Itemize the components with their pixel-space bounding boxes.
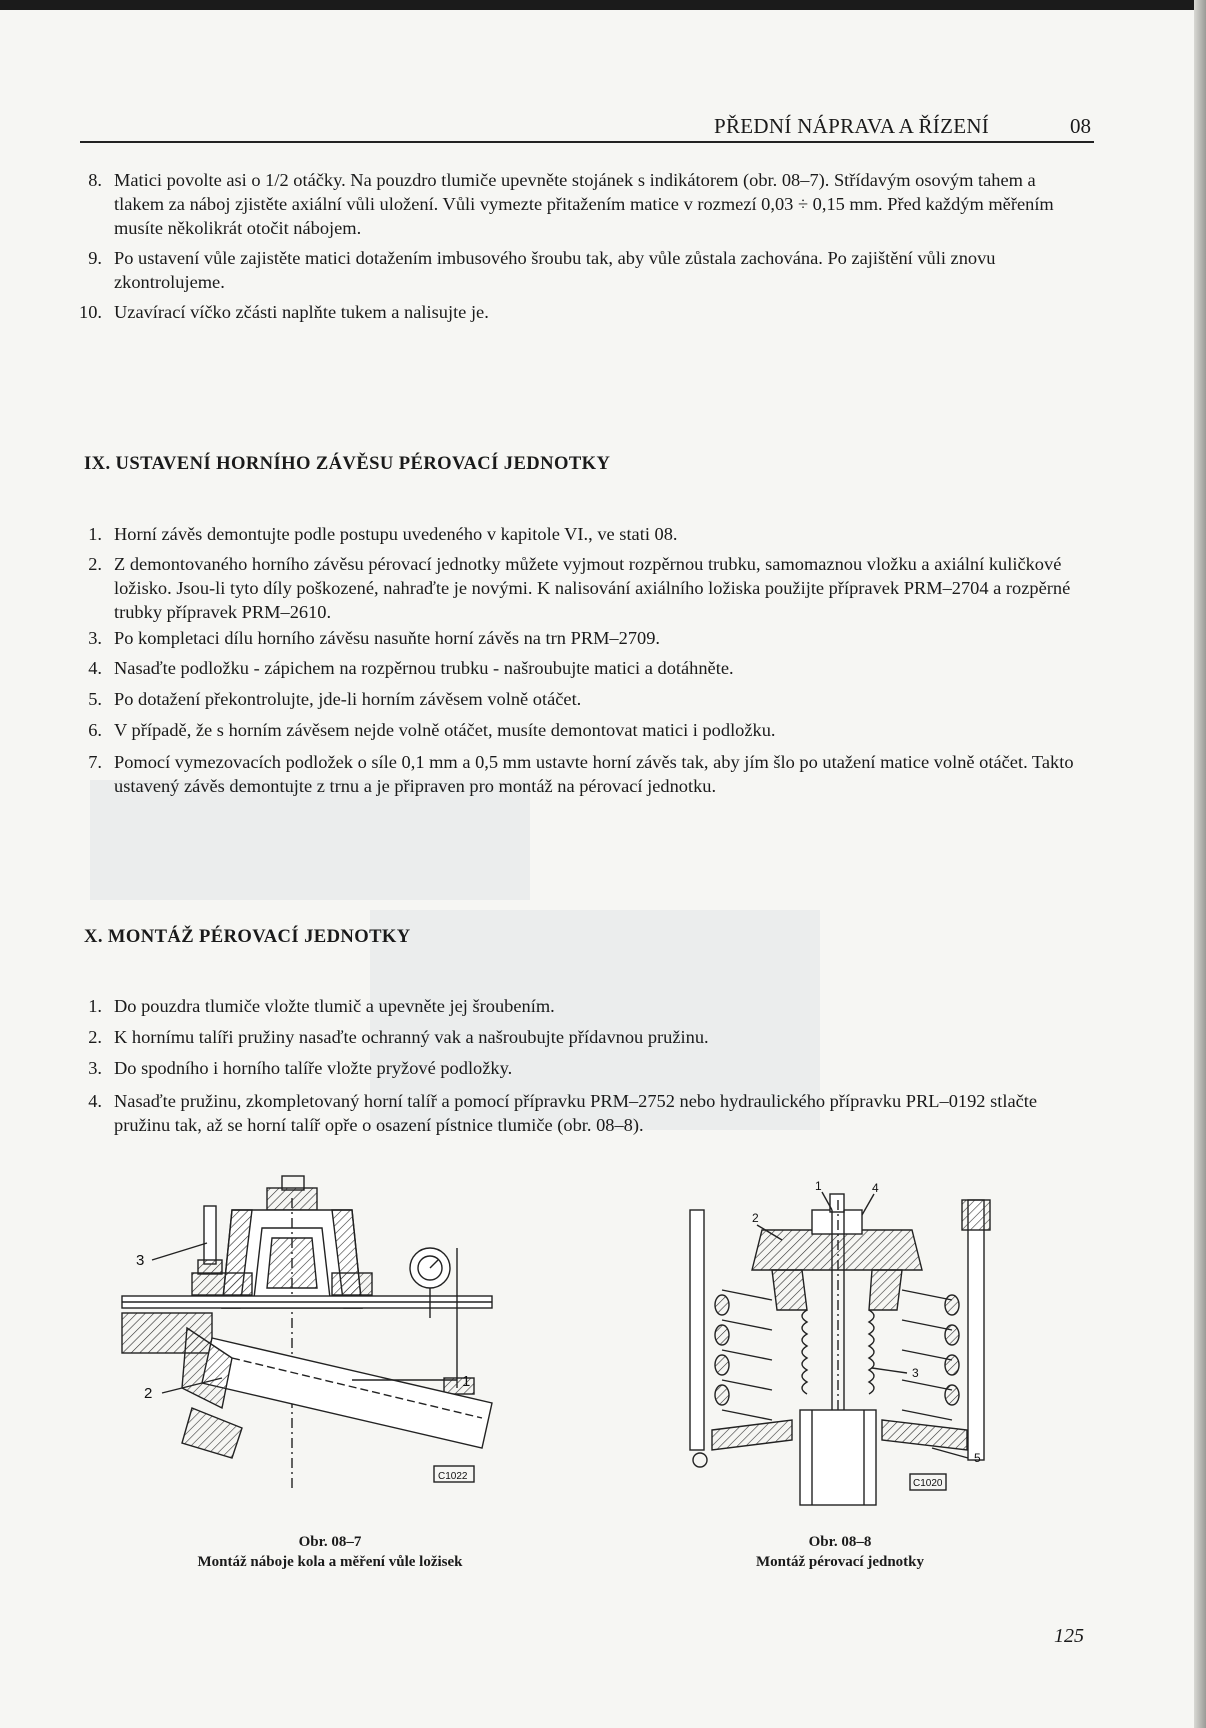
step-text: Z demontovaného horního závěsu pérovací jednotky můžete vyjmout rozpěrnou trubku, samomaznou vložku a axiální kuličkové ložisko. Jsou-li tyto díly poškozené, nahraďte je novými. K nalisování axiálního ložiska použijte přípravek PRM–2704 a rozpěrné trubky přípravek PRM–2610. [114,554,1071,622]
step-number: 4. [88,1091,102,1111]
running-header-title: PŘEDNÍ NÁPRAVA A ŘÍZENÍ [714,114,990,138]
figure-08-7-title: Montáž náboje kola a měření vůle ložisek [197,1554,463,1570]
step-text: Po ustavení vůle zajistěte matici dotažením imbusového šroubu tak, aby vůle zůstala zachována. Po zajištění vůli znovu zkontrolujeme. [114,248,996,292]
section-ix-heading: IX. USTAVENÍ HORNÍHO ZÁVĚSU PÉROVACÍ JEDNOTKY [84,453,611,474]
step-text: Horní závěs demontujte podle postupu uvedeného v kapitole VI., ve stati 08. [114,524,678,544]
scan-right-edge [1194,0,1206,1728]
figure-08-7-drawing [112,1168,542,1518]
figure-08-7-number: Obr. 08–7 [298,1534,362,1550]
step-number: 3. [88,628,102,648]
fig8-label-5: 5 [974,1451,981,1465]
step-number: 2. [88,1027,102,1047]
fig7-code: C1022 [438,1471,468,1482]
figure-08-8-number: Obr. 08–8 [808,1534,872,1550]
scan-top-edge [0,0,1206,10]
step-number: 6. [88,720,102,740]
step-text: Pomocí vymezovacích podložek o síle 0,1 mm a 0,5 mm ustavte horní závěs tak, aby jím šlo po utažení matice volně otáčet. Takto ustavený závěs demontujte z trnu a je připraven pro montáž na pérovací jednotku. [114,752,1074,796]
step-text: Nasaďte podložku - zápichem na rozpěrnou trubku - našroubujte matici a dotáhněte. [114,658,734,678]
fig8-label-1: 1 [815,1179,822,1193]
step-number: 4. [88,658,102,678]
step-text: V případě, že s horním závěsem nejde volně otáčet, musíte demontovat matici i podložku. [114,720,776,740]
step-text: Po kompletaci dílu horního závěsu nasuňte horní závěs na trn PRM–2709. [114,628,661,648]
fig7-label-1: 1 [462,1373,471,1390]
step-number: 10. [79,302,102,322]
step-number: 1. [88,996,102,1016]
step-number: 3. [88,1058,102,1078]
page-number: 125 [1054,1625,1084,1647]
figure-08-8-caption [700,1532,980,1572]
step-number: 1. [88,524,102,544]
step-text: Do pouzdra tlumiče vložte tlumič a upevněte jej šroubením. [114,996,555,1016]
step-text: K hornímu talíři pružiny nasaďte ochranný vak a našroubujte přídavnou pružinu. [114,1027,709,1047]
step-text: Do spodního i horního talíře vložte pryžové podložky. [114,1058,513,1078]
step-number: 5. [88,689,102,709]
fig8-label-4: 4 [872,1181,879,1195]
figure-08-8-title: Montáž pérovací jednotky [755,1554,925,1570]
step-number: 8. [88,170,102,190]
step-text: Nasaďte pružinu, zkompletovaný horní talíř a pomocí přípravku PRM–2752 nebo hydraulického přípravku PRL–0192 stlačte pružinu tak, až se horní talíř opře o osazení pístnice tlumiče (obr. 08–8). [114,1091,1038,1135]
step-text: Matici povolte asi o 1/2 otáčky. Na pouzdro tlumiče upevněte stojánek s indikátorem (obr. 08–7). Střídavým osovým tahem a tlakem za náboj zjistěte axiální vůli uložení. Vůli vymezte přitažením matice v rozmezí 0,03 ÷ 0,15 mm. Před každým měřením musíte několikrát otočit nábojem. [114,170,1054,238]
step-number: 7. [88,752,102,772]
step-text: Po dotažení překontrolujte, jde-li horním závěsem volně otáčet. [114,689,582,709]
step-text: Uzavírací víčko zčásti naplňte tukem a nalisujte je. [114,302,489,322]
fig8-code: C1020 [913,1478,943,1489]
figure-08-8-drawing [682,1170,1008,1515]
fig7-label-3: 3 [136,1252,145,1269]
header-rule [80,141,1094,143]
section-x-heading: X. MONTÁŽ PÉROVACÍ JEDNOTKY [84,926,411,947]
fig8-label-3: 3 [912,1366,919,1380]
step-number: 9. [88,248,102,268]
running-header-chapter: 08 [1070,114,1091,138]
bleed-through-shadow [90,780,530,900]
fig8-label-2: 2 [752,1211,759,1225]
step-number: 2. [88,554,102,574]
figure-08-7-caption [110,1532,550,1572]
fig7-label-2: 2 [144,1385,153,1402]
